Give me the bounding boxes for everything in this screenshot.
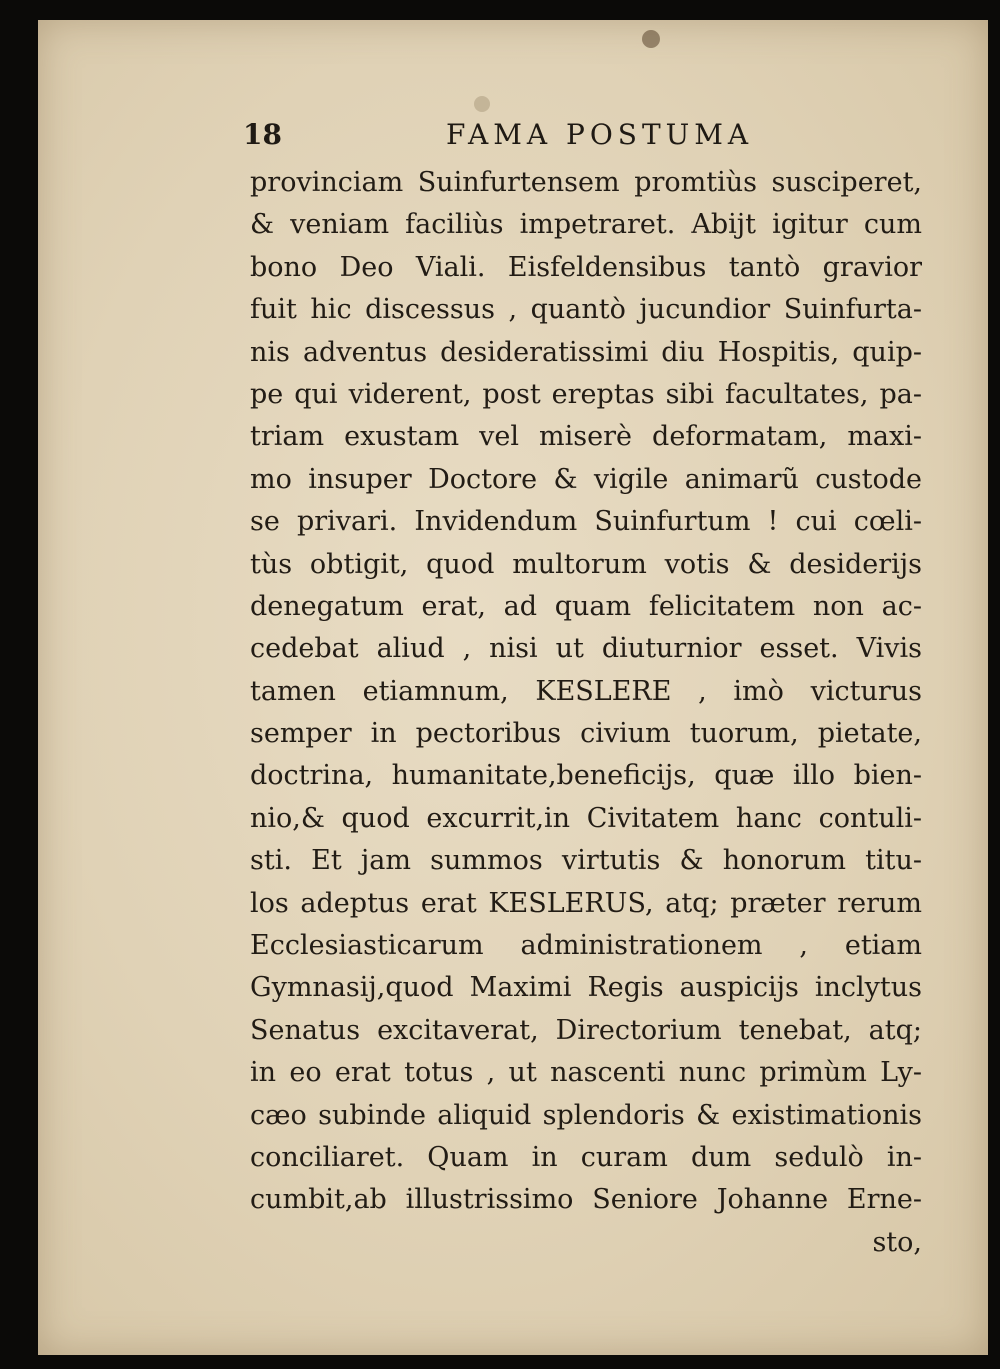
text-line: nis adventus desideratissimi diu Hospitis, quip- (250, 336, 922, 368)
text-line: mo insuper Doctore & vigile animarũ custode (250, 463, 922, 495)
text-line: Gymnasij,quod Maximi Regis auspicijs inclytus (250, 972, 922, 1004)
text-line: provinciam Suinfurtensem promtiùs susciperet, (250, 167, 922, 198)
catchword: sto, (872, 1226, 922, 1258)
text-line: Ecclesiasticarum administrationem , etiam (250, 930, 922, 962)
text-line: Senatus excitaverat, Directorium tenebat, atq; (250, 1014, 922, 1046)
running-head (38, 118, 988, 158)
text-line: fuit hic discessus , quantò jucundior Suinfurta- (250, 294, 922, 326)
text-line: nio,& quod excurrit,in Civitatem hanc contuli- (250, 802, 922, 834)
text-line: in eo erat totus , ut nascenti nunc primùm Ly- (250, 1057, 922, 1089)
text-line: cedebat aliud , nisi ut diuturnior esset. Vivis (250, 633, 922, 665)
ink-blot (642, 30, 660, 48)
text-line: cæo subinde aliquid splendoris & existimationis (250, 1099, 922, 1131)
page-number: 18 (243, 118, 282, 151)
text-line: sti. Et jam summos virtutis & honorum titu- (250, 845, 922, 877)
text-line: se privari. Invidendum Suinfurtum ! cui cœli- (250, 506, 922, 538)
text-line: bono Deo Viali. Eisfeldensibus tantò gravior (250, 251, 922, 283)
text-line: cumbit,ab illustrissimo Seniore Johanne Erne- (250, 1184, 922, 1216)
text-line: & veniam faciliùs impetraret. Abijt igitur cum (250, 209, 922, 241)
running-title: FAMA POSTUMA (446, 118, 754, 151)
text-line: conciliaret. Quam in curam dum sedulò in- (250, 1141, 922, 1173)
paper-stain (474, 96, 490, 112)
text-line: denegatum erat, ad quam felicitatem non ac- (250, 590, 922, 622)
text-line: triam exustam vel miserè deformatam, maxi- (250, 421, 922, 453)
text-line: tamen etiamnum, KESLERE , imò victurus (250, 675, 922, 707)
text-line: doctrina, humanitate,beneficijs, quæ illo bien- (250, 760, 922, 792)
book-page (38, 20, 988, 1355)
text-line: semper in pectoribus civium tuorum, pietate, (250, 718, 922, 750)
text-line: tùs obtigit, quod multorum votis & desiderijs (250, 548, 922, 580)
text-line: pe qui viderent, post ereptas sibi facultates, pa- (250, 378, 922, 410)
body-text (250, 162, 922, 1264)
text-line: los adeptus erat KESLERUS, atq; præter rerum (250, 887, 922, 919)
